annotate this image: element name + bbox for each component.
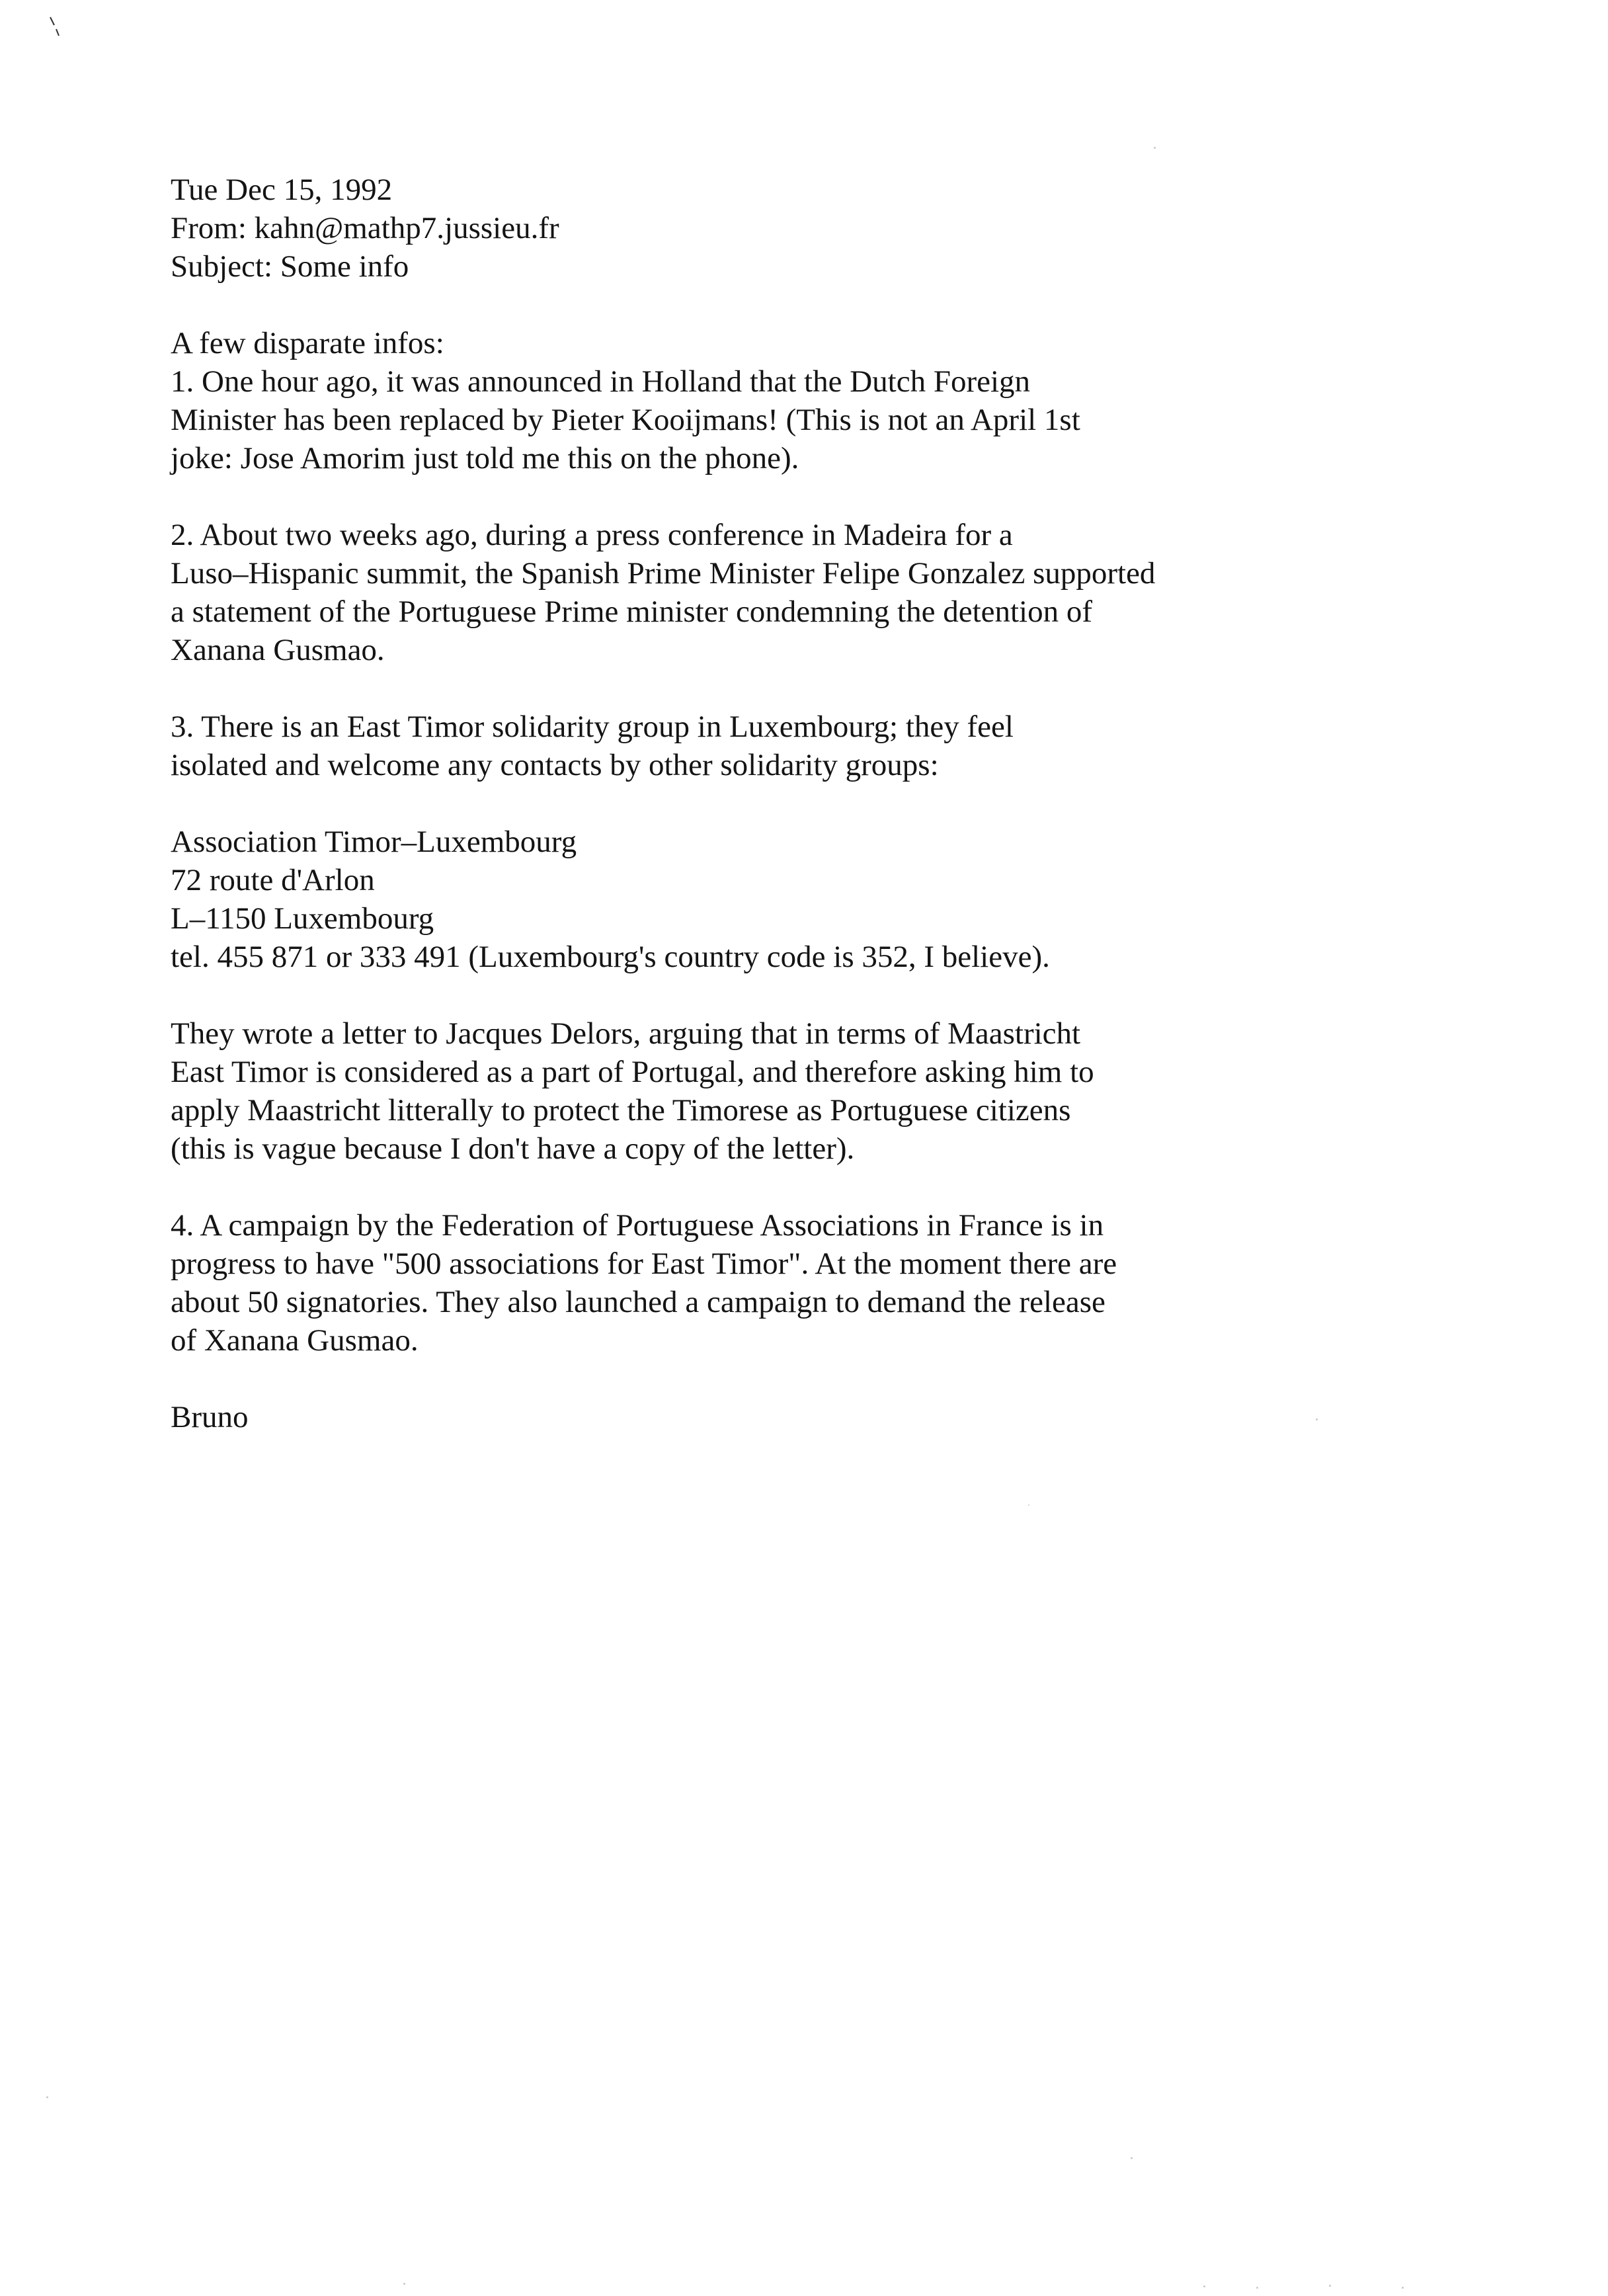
text-line: Luso–Hispanic summit, the Spanish Prime Minister Felipe Gonzalez supported xyxy=(171,556,1156,591)
letter-content xyxy=(171,171,1427,1436)
email-from: From: kahn@mathp7.jussieu.fr xyxy=(171,211,559,245)
address-line: 72 route d'Arlon xyxy=(171,863,375,897)
text-line: 4. A campaign by the Federation of Portuguese Associations in France is in xyxy=(171,1208,1104,1243)
address-line: L–1150 Luxembourg xyxy=(171,901,434,936)
scan-speck xyxy=(403,2283,405,2285)
scan-speck xyxy=(1028,1504,1029,1506)
paragraph-item-4 xyxy=(171,1206,1427,1360)
spacer xyxy=(171,477,1427,516)
spacer xyxy=(171,669,1427,708)
spacer xyxy=(171,976,1427,1014)
spacer xyxy=(171,1168,1427,1206)
text-line: East Timor is considered as a part of Portugal, and therefore asking him to xyxy=(171,1055,1094,1089)
signature: Bruno xyxy=(171,1400,249,1434)
text-line: progress to have "500 associations for East Timor". At the moment there are xyxy=(171,1247,1117,1281)
email-date: Tue Dec 15, 1992 xyxy=(171,173,393,207)
paragraph-item-2 xyxy=(171,516,1427,669)
text-line: Xanana Gusmao. xyxy=(171,633,385,667)
text-line: 3. There is an East Timor solidarity group in Luxembourg; they feel xyxy=(171,710,1014,744)
address-line: Association Timor–Luxembourg xyxy=(171,825,577,859)
spacer xyxy=(171,286,1427,324)
scan-speck xyxy=(46,2096,48,2098)
email-header xyxy=(171,171,1427,286)
paragraph-letter xyxy=(171,1014,1427,1168)
text-line: (this is vague because I don't have a copy of the letter). xyxy=(171,1131,855,1166)
text-line: about 50 signatories. They also launched a campaign to demand the release xyxy=(171,1285,1106,1319)
scan-speck xyxy=(1316,1418,1318,1420)
paragraph-item-1 xyxy=(171,362,1427,477)
text-line: of Xanana Gusmao. xyxy=(171,1323,419,1358)
scan-speck xyxy=(1329,2285,1331,2287)
text-line: 1. One hour ago, it was announced in Holland that the Dutch Foreign xyxy=(171,364,1031,399)
scan-mark xyxy=(48,15,67,41)
spacer xyxy=(171,1360,1427,1398)
text-line: 2. About two weeks ago, during a press conference in Madeira for a xyxy=(171,518,1013,552)
scan-speck xyxy=(1402,2287,1404,2289)
text-line: joke: Jose Amorim just told me this on the phone). xyxy=(171,441,799,475)
paragraph-item-3 xyxy=(171,708,1427,784)
intro-line: A few disparate infos: xyxy=(171,326,444,360)
text-line: apply Maastricht litterally to protect the Timorese as Portuguese citizens xyxy=(171,1093,1071,1128)
text-line: isolated and welcome any contacts by other solidarity groups: xyxy=(171,748,939,782)
scan-speck xyxy=(1131,2157,1133,2159)
email-subject: Subject: Some info xyxy=(171,249,409,284)
address-block xyxy=(171,823,1427,976)
text-line: a statement of the Portuguese Prime minister condemning the detention of xyxy=(171,594,1093,629)
address-line: tel. 455 871 or 333 491 (Luxembourg's country code is 352, I believe). xyxy=(171,940,1050,974)
spacer xyxy=(171,784,1427,823)
scan-speck xyxy=(1203,2285,1205,2287)
scan-speck xyxy=(1256,2287,1258,2289)
text-line: They wrote a letter to Jacques Delors, arguing that in terms of Maastricht xyxy=(171,1016,1081,1051)
scan-speck xyxy=(1154,147,1156,149)
text-line: Minister has been replaced by Pieter Kooijmans! (This is not an April 1st xyxy=(171,403,1080,437)
